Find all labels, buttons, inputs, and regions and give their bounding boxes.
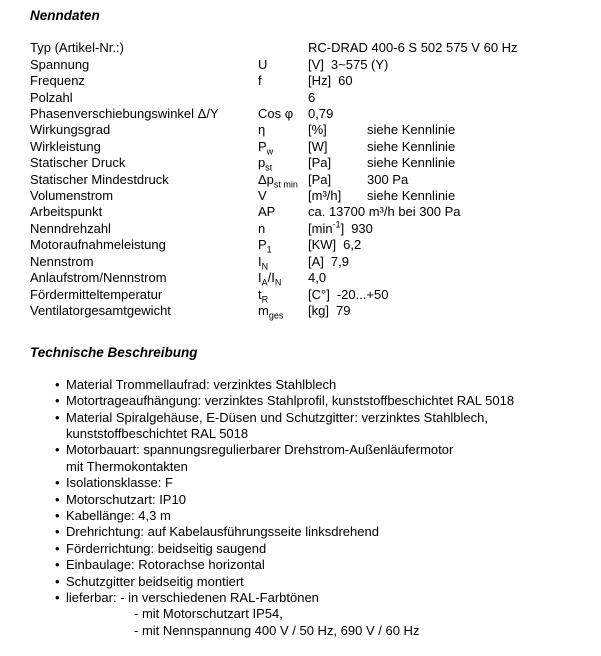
- row-symbol: $p_{st}$: [258, 155, 273, 173]
- list-item-line: lieferbar: - in verschiedenen RAL-Farbtönen: [66, 590, 319, 605]
- table-row: [30, 221, 583, 237]
- list-item-text: [66, 590, 583, 639]
- row-value: 79: [335, 302, 351, 318]
- row-symbol: $\Delta p_{st min}$: [258, 171, 298, 190]
- list-item: [55, 492, 583, 508]
- row-unit: [Pa]: [308, 155, 332, 171]
- row-symbol: $P_w$: [258, 138, 274, 157]
- list-item-line: kunststoffbeschichtet RAL 5018: [66, 425, 249, 441]
- row-label: Polzahl: [30, 89, 73, 105]
- row-symbol: f: [258, 73, 262, 89]
- row-symbol: η: [258, 122, 266, 138]
- nenndaten-table: [30, 40, 583, 319]
- bullet-icon: •: [55, 540, 60, 556]
- bullet-icon: •: [55, 393, 60, 409]
- row-label: Nennstrom: [30, 253, 94, 269]
- bullet-icon: •: [55, 475, 60, 491]
- table-row: [30, 270, 583, 286]
- table-row: [30, 303, 583, 319]
- list-item-text: [66, 541, 583, 557]
- row-label: Phasenverschiebungswinkel Δ/Y: [30, 106, 219, 122]
- row-label: Typ (Artikel-Nr.:): [30, 40, 124, 56]
- bullet-icon: •: [55, 442, 60, 458]
- row-value: -20...+50: [336, 286, 389, 302]
- table-row: [30, 122, 583, 138]
- row-label: Anlaufstrom/Nennstrom: [30, 270, 167, 286]
- row-symbol: [258, 40, 308, 56]
- list-item: [55, 524, 583, 540]
- list-item-text: [66, 524, 583, 540]
- list-item: [55, 410, 583, 443]
- row-label: Frequenz: [30, 73, 85, 89]
- row-unit: [W]: [308, 138, 328, 154]
- row-unit: $[\min^{-1}]$: [308, 219, 345, 236]
- list-item-text: [66, 410, 583, 443]
- list-item-line: Schutzgitter beidseitig montiert: [66, 573, 244, 589]
- table-row: [30, 287, 583, 303]
- row-value: siehe Kennlinie: [367, 138, 456, 154]
- table-row: [30, 139, 583, 155]
- row-value: 60: [338, 73, 353, 89]
- row-value: 0,79: [308, 106, 334, 122]
- list-item-line: Kabellänge: 4,3 m: [66, 507, 171, 523]
- row-label: Statischer Druck: [30, 155, 126, 171]
- list-item-line: mit Thermokontakten: [66, 458, 188, 474]
- row-label: Spannung: [30, 56, 90, 72]
- table-row: [30, 172, 583, 188]
- section-title-technische-beschreibung: Technische Beschreibung: [30, 345, 198, 361]
- row-label: Wirkungsgrad: [30, 122, 111, 138]
- list-item-text: [66, 442, 583, 475]
- table-row: [30, 90, 583, 106]
- list-item-line: Material Trommellaufrad: verzinktes Stahlblech: [66, 376, 337, 392]
- row-label: Ventilatorgesamtgewicht: [30, 302, 171, 318]
- table-row: [30, 106, 583, 122]
- table-row: [30, 73, 583, 89]
- table-row: [30, 57, 583, 73]
- row-unit: [C°]: [308, 286, 330, 302]
- list-item-line: - mit Motorschutzart IP54,: [134, 606, 283, 622]
- row-symbol: AP: [258, 204, 276, 220]
- row-value: siehe Kennlinie: [367, 155, 456, 171]
- row-value: 7,9: [330, 253, 349, 269]
- row-label: Volumenstrom: [30, 188, 114, 204]
- table-row: [30, 254, 583, 270]
- list-item-line: Motortrageaufhängung: verzinktes Stahlprofil, kunststoffbeschichtet RAL 5018: [66, 393, 515, 409]
- table-row: [30, 204, 583, 220]
- row-symbol: $t_R$: [258, 286, 269, 305]
- row-value: 6,2: [343, 237, 362, 253]
- technische-beschreibung-list: [30, 377, 583, 640]
- list-item: [55, 541, 583, 557]
- row-symbol: $I_A/I_N$: [258, 270, 282, 288]
- list-item-text: [66, 492, 583, 508]
- row-label: Nenndrehzahl: [30, 220, 111, 236]
- list-item: [55, 393, 583, 409]
- list-item-line: Motorschutzart: IP10: [66, 491, 186, 507]
- list-item-line: Isolationsklasse: F: [66, 475, 173, 491]
- list-item-text: [66, 475, 583, 491]
- row-value: 4,0: [308, 270, 327, 286]
- list-item-text: [66, 557, 583, 573]
- list-item-text: [66, 574, 583, 590]
- row-unit: [A]: [308, 253, 324, 269]
- bullet-icon: •: [55, 507, 60, 523]
- bullet-icon: •: [55, 573, 60, 589]
- list-item: [55, 377, 583, 393]
- row-symbol: U: [258, 56, 268, 72]
- row-symbol: $I_N$: [258, 253, 269, 272]
- row-label: Arbeitspunkt: [30, 204, 103, 220]
- list-item-line: Förderrichtung: beidseitig saugend: [66, 540, 267, 556]
- bullet-icon: •: [55, 590, 60, 605]
- list-item-text: [66, 377, 583, 393]
- row-symbol: $P_1$: [258, 237, 272, 255]
- list-item-line: - mit Nennspannung 400 V / 50 Hz, 690 V / 60 Hz: [134, 622, 420, 638]
- table-row: [30, 40, 583, 56]
- row-symbol: Cos φ: [258, 106, 294, 122]
- row-label: Fördermitteltemperatur: [30, 286, 163, 302]
- list-item: [55, 590, 583, 639]
- row-value: 6: [308, 89, 316, 105]
- list-item: [55, 557, 583, 573]
- row-unit: [KW]: [308, 237, 337, 253]
- row-unit: [V]: [308, 56, 324, 72]
- row-unit: [m³/h]: [308, 188, 342, 204]
- row-value: 930: [351, 220, 373, 236]
- bullet-icon: •: [55, 409, 60, 425]
- list-item-line: Motorbauart: spannungsregulierbarer Drehstrom-Außenläufermotor: [66, 442, 454, 458]
- list-item: [55, 574, 583, 590]
- row-symbol: V: [258, 188, 267, 204]
- list-item: [55, 475, 583, 491]
- row-label: Statischer Mindestdruck: [30, 171, 169, 187]
- row-value: 3~575 (Y): [330, 56, 389, 72]
- bullet-icon: •: [55, 557, 60, 573]
- row-symbol: n: [258, 220, 266, 236]
- section-title-nenndaten: Nenndaten: [30, 8, 100, 23]
- row-unit: [Pa]: [308, 171, 332, 187]
- row-value: siehe Kennlinie: [367, 122, 456, 138]
- bullet-icon: •: [55, 524, 60, 540]
- row-unit: [kg]: [308, 302, 329, 318]
- row-symbol: [258, 90, 308, 106]
- list-item: [55, 442, 583, 475]
- row-label: Motoraufnahmeleistung: [30, 237, 166, 253]
- row-value: RC-DRAD 400-6 S 502 575 V 60 Hz: [308, 40, 518, 56]
- row-value: 300 Pa: [367, 171, 409, 187]
- list-item-text: [66, 508, 583, 524]
- table-row: [30, 155, 583, 171]
- row-unit: [Hz]: [308, 73, 332, 89]
- row-unit: [%]: [308, 122, 327, 138]
- list-item-line: Einbaulage: Rotorachse horizontal: [66, 557, 265, 573]
- list-item: [55, 508, 583, 524]
- bullet-icon: •: [55, 491, 60, 507]
- bullet-icon: •: [55, 376, 60, 392]
- row-value: ca. 13700 m³/h bei 300 Pa: [308, 204, 461, 220]
- list-item-line: Material Spiralgehäuse, E-Düsen und Schutzgitter: verzinktes Stahlblech,: [66, 409, 488, 425]
- table-row: [30, 237, 583, 253]
- row-label: Wirkleistung: [30, 138, 101, 154]
- list-item-line: Drehrichtung: auf Kabelausführungsseite linksdrehend: [66, 524, 379, 540]
- row-symbol: $m_{ges}$: [258, 302, 284, 321]
- row-value: siehe Kennlinie: [367, 188, 456, 204]
- list-item-text: [66, 393, 583, 409]
- table-row: [30, 188, 583, 204]
